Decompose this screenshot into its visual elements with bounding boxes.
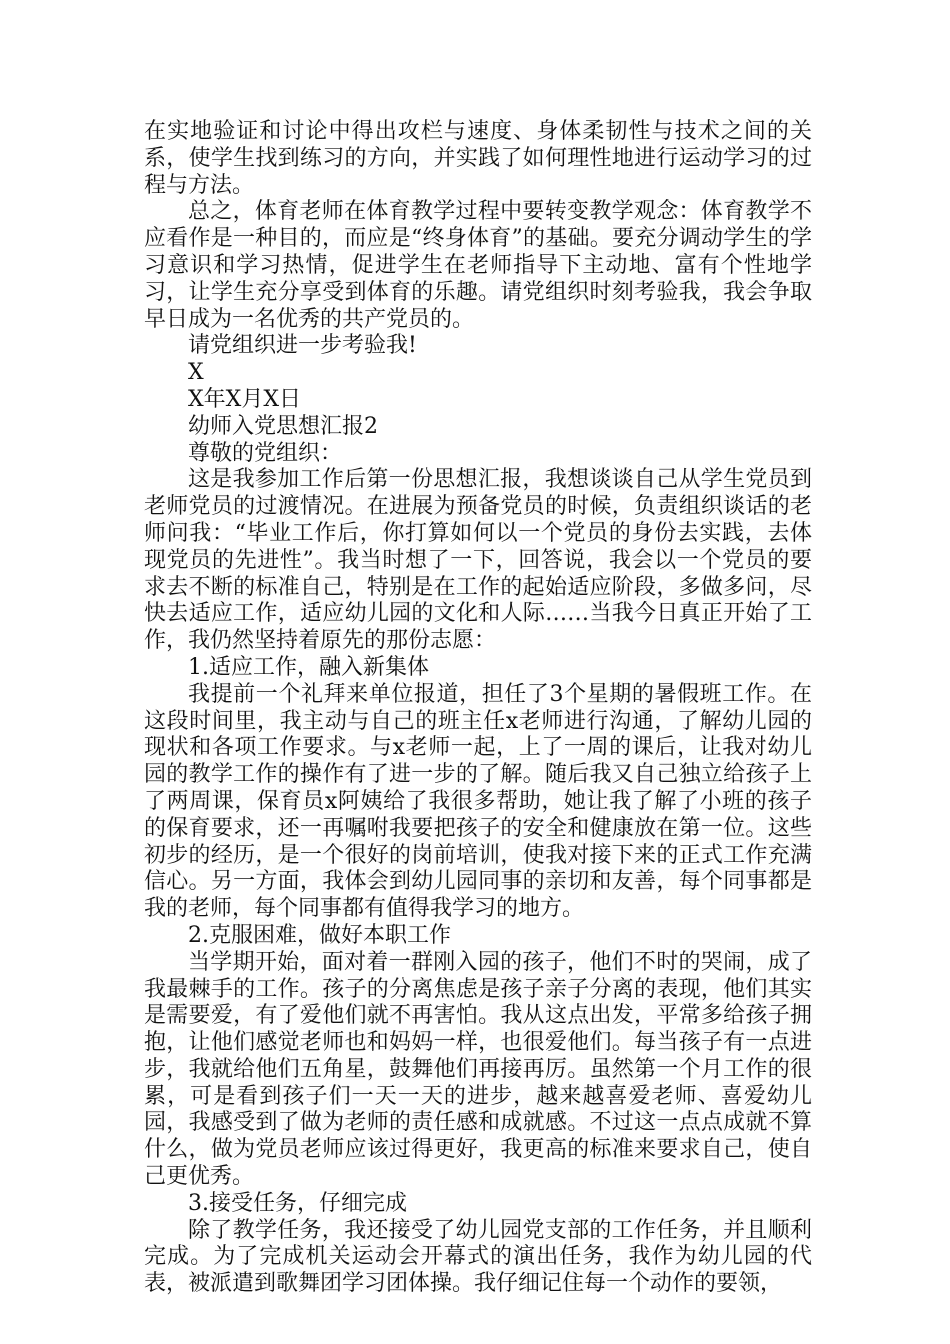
paragraph: 这是我参加工作后第一份思想汇报，我想谈谈自己从学生党员到老师党员的过渡情况。在进展为预备党员的时候，负责组织谈话的老师问我：“毕业工作后，你打算如何以一个党员的身份去实践，去体现党员的先进性”。我当时想了一下，回答说，我会以一个党员的要求去不断的标准自己，特别是在工作的起始适应阶段，多做多问，尽快去适应工作，适应幼儿园的文化和人际……当我今日真正开始了工作，我仍然坚持着原先的那份志愿： [144,467,812,654]
paragraph: 我提前一个礼拜来单位报道，担任了3个星期的暑假班工作。在这段时间里，我主动与自己的班主任x老师进行沟通，了解幼儿园的现状和各项工作要求。与x老师一起，上了一周的课后，让我对幼儿园的教学工作的操作有了进一步的了解。随后我又自己独立给孩子上了两周课，保育员x阿姨给了我很多帮助，她让我了解了小班的孩子的保育要求，还一再嘱咐我要把孩子的安全和健康放在第一位。这些初步的经历，是一个很好的岗前培训，使我对接下来的正式工作充满信心。另一方面，我体会到幼儿园同事的亲切和友善，每个同事都是我的老师，每个同事都有值得我学习的地方。 [144,681,812,922]
paragraph: 当学期开始，面对着一群刚入园的孩子，他们不时的哭闹，成了我最棘手的工作。孩子的分离焦虑是孩子亲子分离的表现，他们其实是需要爱，有了爱他们就不再害怕。我从这点出发，平常多给孩子拥抱，让他们感觉老师也和妈妈一样，也很爱他们。每当孩子有一点进步，我就给他们五角星，鼓舞他们再接再厉。虽然第一个月工作的很累，可是看到孩子们一天一天的进步，越来越喜爱老师、喜爱幼儿园，我感受到了做为老师的责任感和成就感。不过这一点点成就不算什么，做为党员老师应该过得更好，我更高的标准来要求自己，使自己更优秀。 [144,949,812,1190]
subheading: 1.适应工作，融入新集体 [188,654,429,680]
subheading: 3.接受任务，仔细完成 [188,1190,407,1216]
salutation: 尊敬的党组织： [188,440,343,466]
document-body [144,119,812,1298]
subheading: 2.克服困难，做好本职工作 [188,922,451,948]
paragraph: 请党组织进一步考验我! [188,333,417,359]
paragraph: 总之，体育老师在体育教学过程中要转变教学观念：体育教学不应看作是一种目的，而应是“终身体育”的基础。要充分调动学生的学习意识和学习热情，促进学生在老师指导下主动地、富有个性地学习，让学生充分享受到体育的乐趣。请党组织时刻考验我，我会争取早日成为一名优秀的共产党员的。 [144,199,812,332]
paragraph: 在实地验证和讨论中得出攻栏与速度、身体柔韧性与技术之间的关系，使学生找到练习的方向，并实践了如何理性地进行运动学习的过程与方法。 [144,119,812,198]
paragraph: 除了教学任务，我还接受了幼儿园党支部的工作任务，并且顺利完成。为了完成机关运动会开幕式的演出任务，我作为幼儿园的代表，被派遣到歌舞团学习团体操。我仔细记住每一个动作的要领， [144,1217,812,1297]
signature-date: X年X月X日 [188,386,301,412]
section-title: 幼师入党思想汇报2 [188,413,378,439]
signature-name: X [188,360,204,386]
